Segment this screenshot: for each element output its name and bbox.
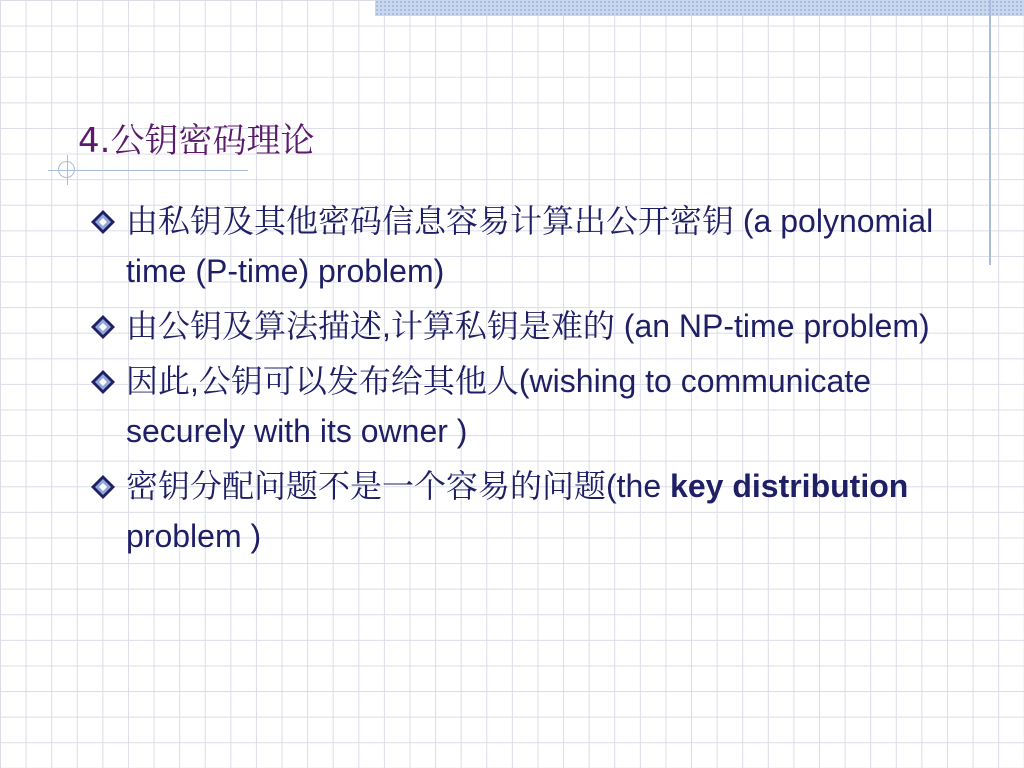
bullet-text: 由私钥及其他密码信息容易计算出公开密钥 (a polynomial time (P-time) problem) bbox=[126, 203, 934, 289]
bullet-text-bold: key distribution bbox=[670, 468, 909, 504]
bullet-item bbox=[88, 356, 940, 456]
bullet-text: 由公钥及算法描述,计算私钥是难的 (an NP-time problem) bbox=[126, 308, 930, 344]
bullet-text: 因此,公钥可以发布给其他人(wishing to communicate securely with its owner ) bbox=[126, 363, 872, 449]
bullet-item bbox=[88, 301, 940, 351]
bullet-item bbox=[88, 461, 940, 561]
bullet-text-before: 密钥分配问题不是一个容易的问题(the bbox=[126, 468, 671, 504]
bullet-list bbox=[88, 196, 940, 566]
decorative-top-band bbox=[375, 0, 1024, 16]
title-underline bbox=[48, 170, 248, 171]
diamond-bullet-icon bbox=[90, 314, 116, 340]
diamond-bullet-icon bbox=[90, 474, 116, 500]
bullet-item bbox=[88, 196, 940, 296]
title-circle-ornament bbox=[58, 161, 75, 178]
diamond-bullet-icon bbox=[90, 209, 116, 235]
decorative-vertical-line bbox=[989, 0, 991, 265]
bullet-text-after: problem ) bbox=[126, 518, 262, 554]
diamond-bullet-icon bbox=[90, 369, 116, 395]
slide-title: 4.公钥密码理论 bbox=[78, 121, 315, 161]
